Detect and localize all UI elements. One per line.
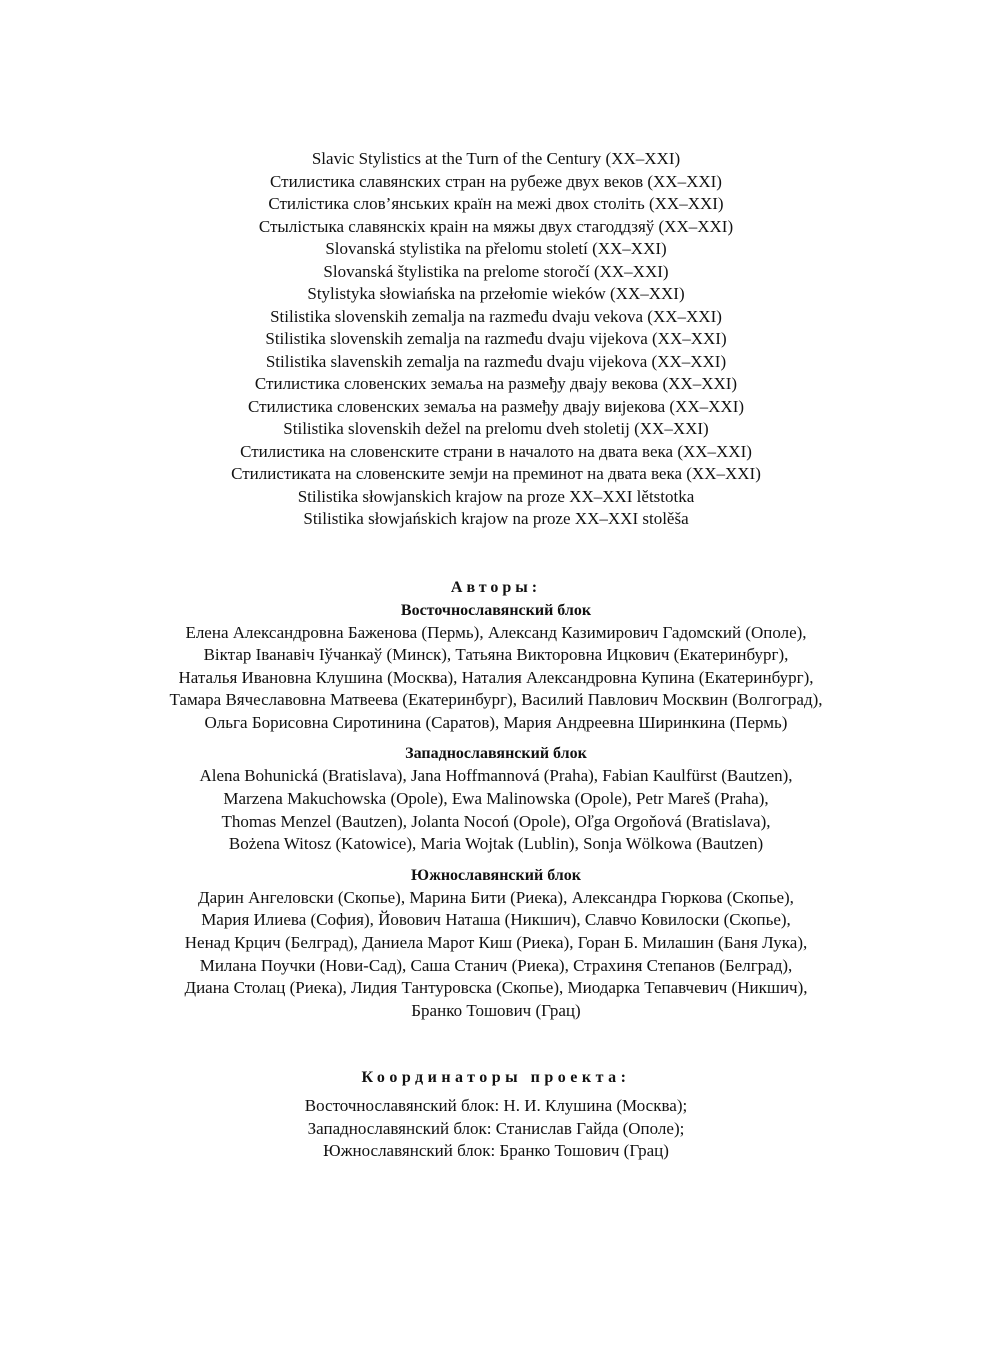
title-line-hr: Stilistika slavenskih zemalja na razmeđu dvaju vijekova (XX–XXI) — [265, 351, 727, 371]
title-line-cs: Slovanská stylistika na přelomu století (XX–XXI) — [325, 239, 667, 258]
coordinator-line: Южнославянский блок: Бранко Тошович (Грац) — [323, 1141, 669, 1161]
west-slavic-authors — [0, 765, 992, 855]
title-line-dsb: Stilistika słowjańskich krajow na proze XX–XXI stolěša — [303, 509, 689, 528]
author-line: Marzena Makuchowska (Opole), Ewa Malinowska (Opole), Petr Mareš (Praha), — [223, 789, 769, 809]
title-line-me-cyrillic: Стилистика словенских земаља на размеђу двају вијекова (XX–XXI) — [247, 396, 745, 416]
title-line-sr-cyrillic: Стилистика словенских земаља на размеђу двају векова (XX–XXI) — [254, 374, 738, 393]
title-line-bg: Стилистика на словенските страни в началото на двата века (XX–XXI) — [240, 441, 752, 461]
east-slavic-authors — [0, 622, 992, 735]
document-page — [0, 148, 992, 1163]
coordinator-line: Восточнославянский блок: Н. И. Клушина (Москва); — [304, 1096, 688, 1116]
author-line: Бранко Тошович (Грац) — [411, 1000, 581, 1020]
west-slavic-block-title: Западнославянский блок — [405, 745, 587, 763]
author-line: Ненад Крцич (Белград), Даниела Марот Киш (Риека), Горан Б. Милашин (Баня Лука), — [184, 933, 808, 953]
author-line: Thomas Menzel (Bautzen), Jolanta Nocoń (Opole), Oľga Orgoňová (Bratislava), — [221, 811, 771, 831]
title-line-be: Стылістыка славянскіх краін на мяжы двух стагоддзяў (XX–XXI) — [258, 216, 734, 236]
author-line: Елена Александровна Баженова (Пермь), Александ Казимирович Гадомский (Ополе), — [185, 622, 807, 642]
title-line-sl: Stilistika slovenskih dežel na prelomu dveh stoletij (XX–XXI) — [283, 419, 709, 438]
south-slavic-block-title: Южнославянский блок — [411, 866, 581, 884]
author-line: Bożena Witosz (Katowice), Maria Wojtak (Lublin), Sonja Wölkowa (Bautzen) — [228, 834, 764, 854]
author-line: Дарин Ангеловски (Скопье), Марина Бити (Риека), Александра Гюркова (Скопье), — [198, 887, 794, 907]
author-line: Диана Столац (Риека), Лидия Тантуровска (Скопье), Миодарка Тепавчевич (Никшич), — [184, 978, 808, 998]
coordinators-list — [0, 1095, 992, 1163]
coordinator-line: Западнославянский блок: Станислав Гайда (Ополе); — [307, 1118, 685, 1138]
title-line-hsb: Stilistika słowjanskich krajow na proze XX–XXI lětstotka — [297, 486, 695, 506]
title-line-bs: Stilistika slovenskih zemalja na razmeđu dvaju vijekova (XX–XXI) — [265, 329, 727, 348]
title-line-uk: Стилістика слов’янських країн на межі двох століть (XX–XXI) — [268, 194, 724, 213]
author-line: Віктар Іванавіч Іўчанкаў (Минск), Татьяна Викторовна Ицкович (Екатеринбург), — [203, 645, 789, 665]
title-line-en: Slavic Stylistics at the Turn of the Century (XX–XXI) — [311, 149, 681, 168]
authors-heading: Авторы: — [450, 578, 542, 596]
author-line: Наталья Ивановна Клушина (Москва), Наталия Александровна Купина (Екатеринбург), — [178, 667, 814, 687]
title-line-sr-latin: Stilistika slovenskih zemalja na razmeđu dvaju vekova (XX–XXI) — [270, 306, 722, 326]
title-line-pl: Stylistyka słowiańska na przełomie wieków (XX–XXI) — [307, 284, 685, 303]
author-line: Милана Поучки (Нови-Сад), Саша Станич (Риека), Страхиня Степанов (Белград), — [199, 955, 793, 975]
author-line: Тамара Вячеславовна Матвеева (Екатеринбург), Василий Павлович Москвин (Волгоград), — [169, 690, 823, 710]
author-line: Мария Илиева (София), Йовович Наташа (Никшич), Славчо Ковилоски (Скопье), — [201, 910, 791, 930]
title-line-mk: Стилистиката на словенските земји на преминот на двата века (XX–XXI) — [231, 464, 761, 483]
coordinators-heading: Координаторы проекта: — [361, 1069, 631, 1087]
east-slavic-block-title: Восточнославянский блок — [400, 601, 592, 619]
multilingual-title-list — [0, 148, 992, 531]
author-line: Alena Bohunická (Bratislava), Jana Hoffmannová (Praha), Fabian Kaulfürst (Bautzen), — [199, 766, 793, 786]
title-line-sk: Slovanská štylistika na prelome storočí (XX–XXI) — [323, 261, 669, 281]
author-line: Ольга Борисовна Сиротинина (Саратов), Мария Андреевна Ширинкина (Пермь) — [204, 712, 788, 732]
title-line-ru: Стилистика славянских стран на рубеже двух веков (XX–XXI) — [270, 171, 722, 191]
south-slavic-authors — [0, 887, 992, 1023]
